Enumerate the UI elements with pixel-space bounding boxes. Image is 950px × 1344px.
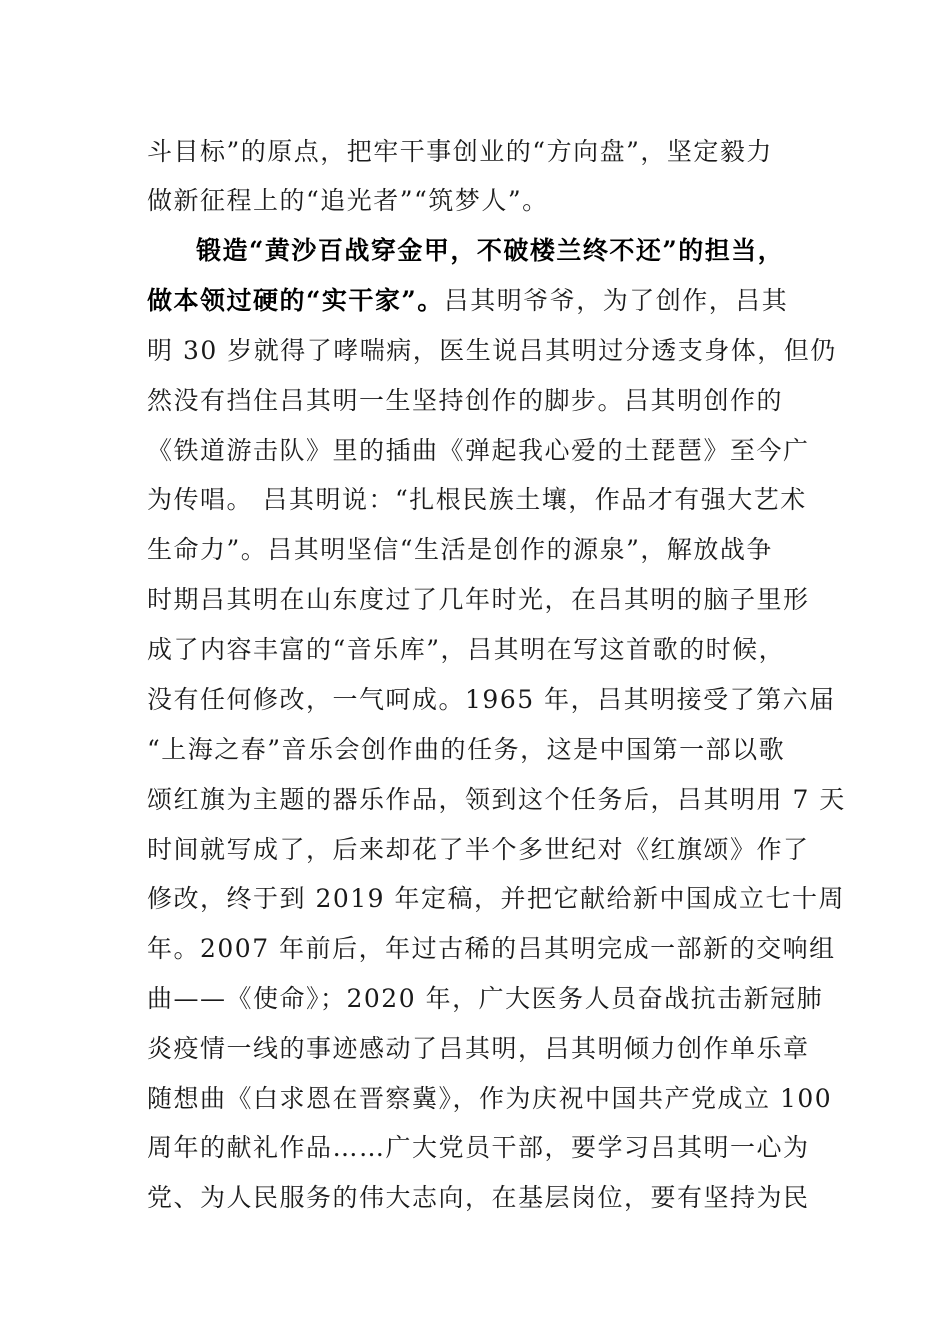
text-line — [147, 635, 785, 665]
text-line — [147, 1084, 832, 1114]
text-segment: 锻造“黄沙百战穿金甲，不破楼兰终不还”的担当， — [196, 236, 785, 265]
text-segment: 时间就写成了，后来却花了半个多世纪对《红旗颂》作了 — [147, 835, 810, 864]
text-line — [147, 785, 846, 815]
text-line — [147, 1034, 810, 1064]
text-line — [147, 835, 810, 865]
text-line — [147, 735, 785, 765]
text-line — [147, 336, 837, 366]
text-segment: 《铁道游击队》里的插曲《弹起我心爱的土琵琶》至今广 — [147, 436, 810, 465]
text-segment: “上海之春”音乐会创作曲的任务，这是中国第一部以歌 — [147, 735, 786, 764]
text-segment: 成了内容丰富的“音乐库”，吕其明在写这首歌的时候， — [147, 635, 786, 664]
text-segment: 没有任何修改，一气呵成。1965 年，吕其明接受了第六届 — [147, 685, 836, 714]
text-segment: 颂红旗为主题的器乐作品，领到这个任务后，吕其明用 7 天 — [147, 785, 846, 814]
text-segment: 为传唱。 吕其明说：“扎根民族土壤，作品才有强大艺术 — [147, 485, 807, 514]
text-line — [147, 984, 823, 1014]
text-line — [147, 137, 773, 167]
text-line — [147, 1133, 810, 1163]
text-line — [147, 436, 810, 466]
text-segment: 党、为人民服务的伟大志向，在基层岗位，要有坚持为民 — [147, 1183, 810, 1212]
text-line — [147, 386, 783, 416]
text-segment: 炎疫情一线的事迹感动了吕其明，吕其明倾力创作单乐章 — [147, 1034, 810, 1063]
text-line — [147, 286, 788, 316]
text-segment: 修改，终于到 2019 年定稿，并把它献给新中国成立七十周 — [147, 884, 846, 913]
text-segment: 曲——《使命》；2020 年，广大医务人员奋战抗击新冠肺 — [147, 984, 824, 1013]
text-line — [147, 535, 773, 565]
text-line — [147, 585, 810, 615]
text-segment: 周年的献礼作品……广大党员干部，要学习吕其明一心为 — [147, 1133, 810, 1162]
text-line — [147, 186, 549, 216]
text-line — [147, 485, 807, 515]
text-segment: 生命力”。吕其明坚信“生活是创作的源泉”，解放战争 — [147, 535, 773, 564]
text-line — [147, 934, 836, 964]
text-segment: 然没有挡住吕其明一生坚持创作的脚步。吕其明创作的 — [147, 386, 784, 415]
text-segment: 时期吕其明在山东度过了几年时光，在吕其明的脑子里形 — [147, 585, 810, 614]
text-line — [147, 685, 836, 715]
section-heading-line — [196, 236, 784, 266]
text-segment: 明 30 岁就得了哮喘病，医生说吕其明过分透支身体，但仍 — [147, 336, 837, 365]
text-line — [147, 884, 845, 914]
text-segment: 随想曲《白求恩在晋察冀》，作为庆祝中国共产党成立 100 — [147, 1084, 833, 1113]
section-heading-segment: 做本领过硬的“实干家”。 — [147, 286, 444, 315]
text-line — [147, 1183, 810, 1213]
text-segment: 斗目标”的原点，把牢干事创业的“方向盘”，坚定毅力 — [147, 137, 773, 166]
text-segment: 吕其明爷爷，为了创作，吕其 — [443, 286, 789, 315]
text-segment: 做新征程上的“追光者”“筑梦人”。 — [147, 186, 549, 215]
text-segment: 年。2007 年前后，年过古稀的吕其明完成一部新的交响组 — [147, 934, 836, 963]
